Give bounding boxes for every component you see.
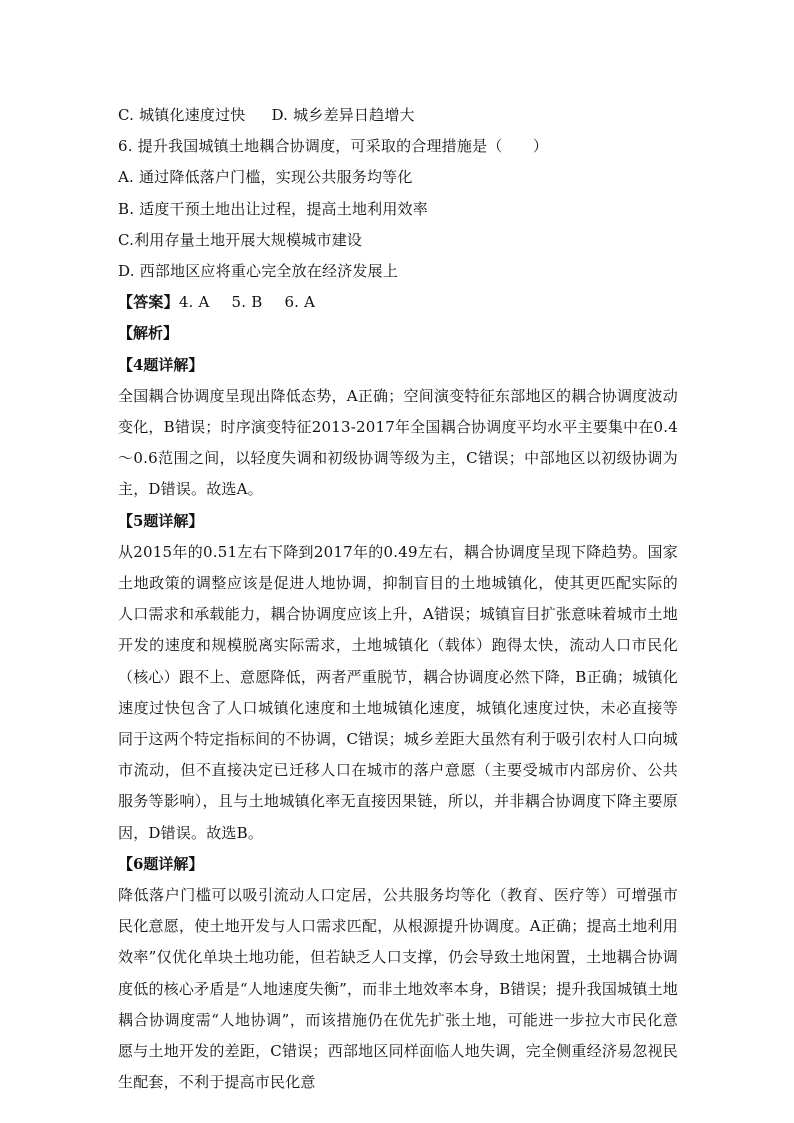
answer-label: 【答案】	[118, 293, 179, 312]
answer-item-4: 4. A	[178, 293, 210, 312]
detail4-text: 全国耦合协调度呈现出降低态势，A正确；空间演变特征东部地区的耦合协调度波动变化，B错误；时序演变特征2013-2017年全国耦合协调度平均水平主要集中在0.4～0.6范围之间，以轻度失调和初级协调等级为主，C错误；中部地区以初级协调为主，D错误。故选A。	[118, 386, 678, 499]
analysis-heading: 【解析】	[118, 324, 179, 343]
answer-item-6: 6. A	[284, 293, 316, 312]
option-c-q5: C. 城镇化速度过快	[118, 106, 246, 124]
answer-row	[118, 287, 678, 318]
detail6-text: 降低落户门槛可以吸引流动人口定居，公共服务均等化（教育、医疗等）可增强市民化意愿，使土地开发与人口需求匹配，从根源提升协调度。A正确；提高土地利用效率”仅优化单块土地功能，但若缺乏人口支撑，仍会导致土地闲置，土地耦合协调度低的核心矛盾是“人地速度失衡”，而非土地效率本身，B错误；提升我国城镇土地耦合协调度需“人地协调”，而该措施仍在优先扩张土地，可能进一步拉大市民化意愿与土地开发的差距，C错误；西部地区同样面临人地失调，完全侧重经济易忽视民生配套，不利于提高市民化意	[118, 886, 678, 1092]
question5-options-row	[118, 100, 678, 131]
question6-option-a: A. 通过降低落户门槛，实现公共服务均等化	[118, 168, 413, 187]
question6-option-c: C.利用存量土地开展大规模城市建设	[118, 230, 363, 249]
question6-option-d: D. 西部地区应将重心完全放在经济发展上	[118, 262, 399, 281]
answer-item-5: 5. B	[231, 293, 263, 312]
option-d-q5: D. 城乡差异日趋增大	[271, 106, 415, 124]
document-page	[118, 100, 678, 1099]
question6-stem: 6. 提升我国城镇土地耦合协调度，可采取的合理措施是（ ）	[118, 137, 549, 156]
question6-option-b: B. 适度干预土地出让过程，提高土地利用效率	[118, 199, 428, 218]
detail5-heading: 【5题详解】	[118, 511, 204, 530]
detail5-text: 从2015年的0.51左右下降到2017年的0.49左右，耦合协调度呈现下降趋势。国家土地政策的调整应该是促进人地协调，抑制盲目的土地城镇化，使其更匹配实际的人口需求和承载能力，耦合协调度应该上升，A错误；城镇盲目扩张意味着城市土地开发的速度和规模脱离实际需求，土地城镇化（载体）跑得太快，流动人口市民化（核心）跟不上、意愿降低，两者严重脱节，耦合协调度必然下降，B正确；城镇化速度过快包含了人口城镇化速度和土地城镇化速度，城镇化速度过快，未必直接等同于这两个特定指标间的不协调，C错误；城乡差距大虽然有利于吸引农村人口向城市流动，但不直接决定已迁移人口在城市的落户意愿（主要受城市内部房价、公共服务等影响），且与土地城镇化率无直接因果链，所以，并非耦合协调度下降主要原因，D错误。故选B。	[118, 542, 678, 842]
detail6-heading: 【6题详解】	[118, 854, 204, 873]
detail4-heading: 【4题详解】	[118, 355, 204, 374]
